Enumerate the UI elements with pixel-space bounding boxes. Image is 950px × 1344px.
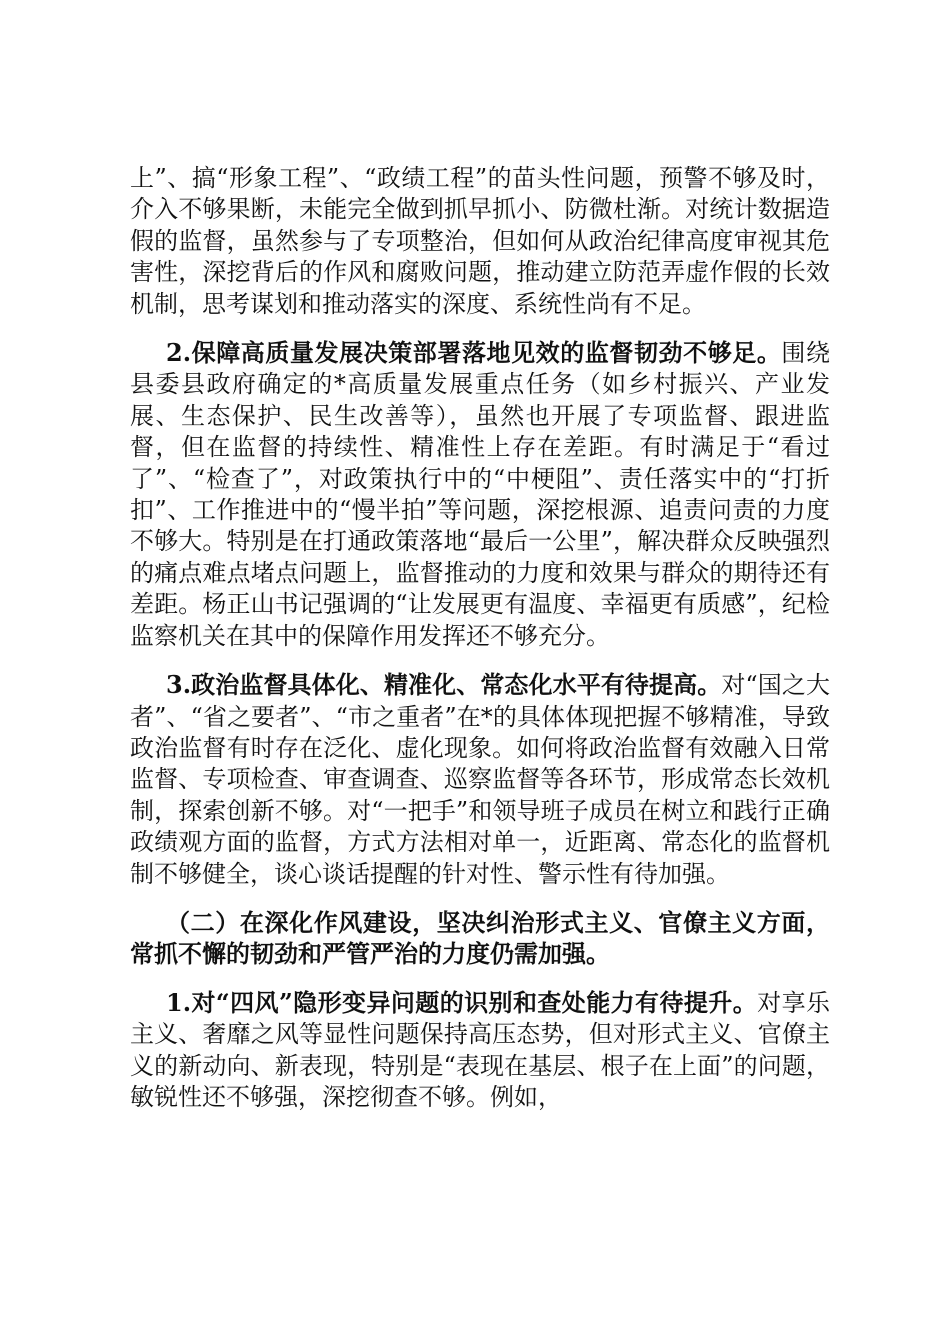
section-heading-2-text: （二）在深化作风建设，坚决纠治形式主义、官僚主义方面，常抓不懈的韧劲和严管严治的力度仍需加强。 — [130, 907, 830, 969]
paragraph-1-text: 上”、搞“形象工程”、“政绩工程”的苗头性问题，预警不够及时，介入不够果断，未能完全做到抓早抓小、防微杜渐。对统计数据造假的监督，虽然参与了专项整治，但如何从政治纪律高度审视其危害性，深挖背后的作风和腐败问题，推动建立防范弄虚作假的长效机制，思考谋划和推动落实的深度、系统性尚有不足。 — [130, 164, 830, 318]
paragraph-2-heading: 2.保障高质量发展决策部署落地见效的监督韧劲不够足。 — [166, 338, 782, 368]
paragraph-2 — [130, 337, 830, 652]
paragraph-5-text: 对享乐主义、奢靡之风等显性问题保持高压态势，但对形式主义、官僚主义的新动向、新表现，特别是“表现在基层、根子在上面”的问题，敏锐性还不够强，深挖彻查不够。例如， — [130, 988, 830, 1111]
paragraph-3 — [130, 669, 830, 890]
paragraph-5 — [130, 987, 830, 1114]
paragraph-2-text: 围绕县委县政府确定的*高质量发展重点任务（如乡村振兴、产业发展、生态保护、民生改善等），虽然也开展了专项监督、跟进监督，但在监督的持续性、精准性上存在差距。有时满足于“看过了”、“检查了”，对政策执行中的“中梗阻”、责任落实中的“打折扣”、工作推进中的“慢半拍”等问题，深挖根源、追责问责的力度不够大。特别是在打通政策落地“最后一公里”，解决群众反映强烈的痛点难点堵点问题上，监督推动的力度和效果与群众的期待还有差距。杨正山书记强调的“让发展更有温度、幸福更有质感”，纪检监察机关在其中的保障作用发挥还不够充分。 — [130, 339, 830, 650]
document-body — [130, 163, 830, 1113]
paragraph-3-text: 对“国之大者”、“省之要者”、“市之重者”在*的具体体现把握不够精准，导致政治监督有时存在泛化、虚化现象。如何将政治监督有效融入日常监督、专项检查、审查调查、巡察监督等各环节，形成常态长效机制，探索创新不够。对“一把手”和领导班子成员在树立和践行正确政绩观方面的监督，方式方法相对单一，近距离、常态化的监督机制不够健全，谈心谈话提醒的针对性、警示性有待加强。 — [130, 671, 830, 888]
section-heading-2 — [130, 907, 830, 970]
paragraph-1 — [130, 163, 830, 320]
paragraph-5-heading: 1.对“四风”隐形变异问题的识别和查处能力有待提升。 — [166, 987, 758, 1017]
paragraph-3-heading: 3.政治监督具体化、精准化、常态化水平有待提高。 — [166, 670, 722, 700]
